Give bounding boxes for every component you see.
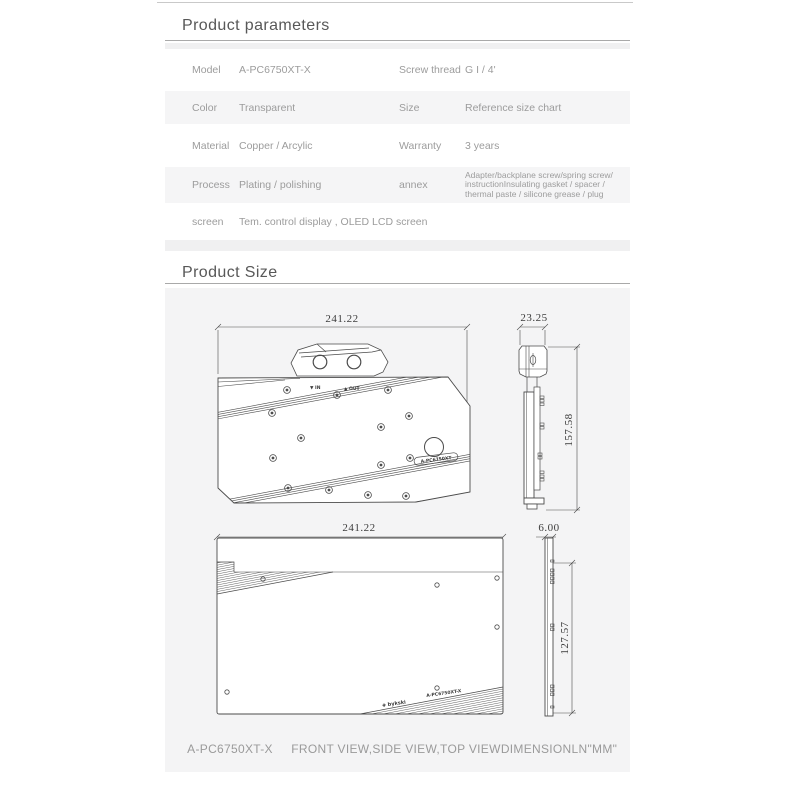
- table-row: [165, 49, 630, 91]
- front-width-dim: 241.22: [325, 313, 359, 325]
- back-width-dim: 241.22: [342, 522, 376, 534]
- param-label-process: Process: [192, 179, 230, 191]
- param-value-annex: [465, 171, 630, 199]
- section-title-parameters: Product parameters: [182, 17, 330, 34]
- param-label-size: Size: [399, 101, 420, 114]
- parameters-title-underline: [165, 40, 630, 41]
- param-label-annex: annex: [399, 179, 428, 191]
- backplate-side-strip: [536, 522, 576, 716]
- port-out-label: ▲ OUT: [344, 387, 360, 392]
- parameters-table: [165, 49, 630, 240]
- svg-text:A-PC6750XT-X: A-PC6750XT-X: [426, 689, 462, 700]
- port-in-label: ▼ IN: [310, 386, 321, 391]
- front-view: [212, 313, 475, 509]
- table-row: [165, 91, 630, 124]
- technical-drawing: [165, 288, 630, 772]
- table-row: [165, 203, 630, 240]
- back-height-dim: 127.57: [559, 621, 571, 655]
- svg-text:A-PC6750XT: A-PC6750XT: [420, 456, 452, 465]
- param-label-model: Model: [192, 64, 221, 76]
- param-value-material: Copper / Arcylic: [239, 139, 313, 152]
- back-thickness-dim: 6.00: [538, 522, 560, 534]
- annex-line: instructionInsulating gasket / spacer /: [465, 179, 605, 190]
- section-title-size: Product Size: [182, 264, 278, 281]
- param-label-screen: screen: [192, 215, 224, 228]
- annex-line: thermal paste / silicone grease / plug: [465, 188, 604, 199]
- param-label-screw-thread: Screw thread: [399, 64, 461, 76]
- top-view-backplate: [214, 522, 506, 741]
- param-value-model: A-PC6750XT-X: [239, 64, 311, 76]
- param-value-warranty: 3 years: [465, 139, 500, 152]
- size-title-underline: [165, 283, 630, 284]
- param-label-color: Color: [192, 101, 218, 114]
- footer-dimension-unit-label: DIMENSIONLN"MM": [500, 742, 618, 756]
- footer-model-label: A-PC6750XT-X: [187, 742, 273, 756]
- param-label-warranty: Warranty: [399, 139, 442, 152]
- top-divider: [157, 2, 633, 3]
- footer-views-label: FRONT VIEW,SIDE VIEW,TOP VIEW: [291, 742, 501, 756]
- table-row: [165, 167, 630, 203]
- param-value-process: Plating / polishing: [239, 179, 322, 191]
- svg-text:◈ bykski: ◈ bykski: [381, 699, 407, 709]
- param-value-screen: Tem. control display , OLED LCD screen: [239, 215, 428, 228]
- table-bottom-strip: [165, 240, 630, 251]
- annex-line: Adapter/backplane screw/spring screw/: [465, 169, 613, 180]
- side-view: [517, 312, 580, 513]
- side-height-dim: 157.58: [563, 413, 575, 447]
- param-value-size: Reference size chart: [465, 101, 562, 114]
- param-label-material: Material: [192, 139, 230, 152]
- table-row: [165, 124, 630, 167]
- side-width-dim: 23.25: [520, 312, 548, 324]
- param-value-screw-thread: G I / 4': [465, 64, 496, 76]
- param-value-color: Transparent: [239, 101, 296, 114]
- size-drawing-panel: [165, 288, 630, 772]
